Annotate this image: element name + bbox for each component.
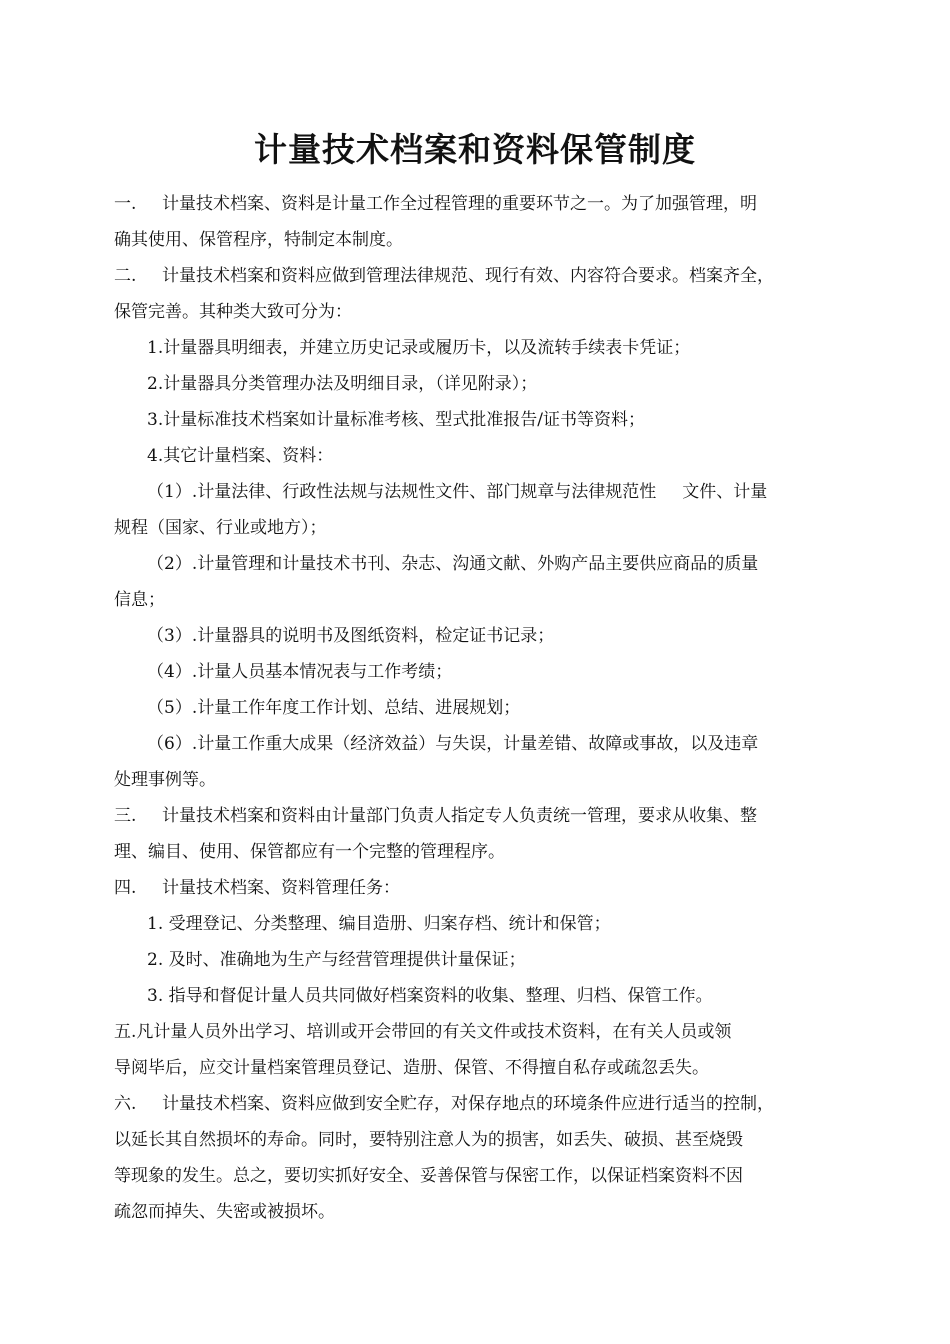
section-5-line-2: 导阅毕后，应交计量档案管理员登记、造册、保管、不得擅自私存或疏忽丢失。	[114, 1058, 709, 1078]
section-4-task-1: 1. 受理登记、分类整理、编目造册、归案存档、统计和保管；	[147, 914, 611, 934]
section-2-sub-6-line-2: 处理事例等。	[114, 770, 216, 790]
section-2-item-1: 1.计量器具明细表，并建立历史记录或履历卡，以及流转手续表卡凭证；	[147, 338, 691, 358]
section-4-line-1	[114, 870, 842, 906]
section-2-line-2	[114, 294, 842, 330]
section-6-line-2: 以延长其自然损坏的寿命。同时，要特别注意人为的损害，如丢失、破损、甚至烧毁	[114, 1130, 743, 1150]
section-2-sub-4: （4）.计量人员基本情况表与工作考绩；	[147, 662, 453, 682]
section-2-sub-1-text-b: 文件、计量	[682, 482, 768, 502]
section-3-line-1	[114, 798, 842, 834]
document-body	[114, 186, 842, 1230]
section-2-sub-1-line-1	[114, 474, 842, 510]
section-2-number: 二.	[114, 266, 137, 286]
section-2-sub-2-line-2: 信息；	[114, 590, 165, 610]
section-6-number: 六.	[114, 1094, 137, 1114]
section-2-text-1: 计量技术档案和资料应做到管理法律规范、现行有效、内容符合要求。档案齐全，	[162, 266, 774, 286]
section-2-item-2: 2.计量器具分类管理办法及明细目录，（详见附录）；	[147, 374, 538, 394]
section-6-line-1	[114, 1086, 842, 1122]
section-1-line-2	[114, 222, 842, 258]
section-4-task-3: 3. 指导和督促计量人员共同做好档案资料的收集、整理、归档、保管工作。	[147, 986, 713, 1006]
section-1-line-1	[114, 186, 842, 222]
section-2-sub-5: （5）.计量工作年度工作计划、总结、进展规划；	[147, 698, 521, 718]
section-5-line-1	[114, 1014, 842, 1050]
section-6-line-4: 疏忽而掉失、失密或被损坏。	[114, 1202, 335, 1222]
section-5-number: 五.	[114, 1022, 137, 1042]
section-2-sub-2-line-1: （2）.计量管理和计量技术书刊、杂志、沟通文献、外购产品主要供应商品的质量	[147, 554, 759, 574]
section-6-line-3: 等现象的发生。总之，要切实抓好安全、妥善保管与保密工作，以保证档案资料不因	[114, 1166, 743, 1186]
section-3-text-1: 计量技术档案和资料由计量部门负责人指定专人负责统一管理，要求从收集、整	[162, 806, 757, 826]
section-4-text-1: 计量技术档案、资料管理任务：	[162, 878, 400, 898]
section-5-text-1: 凡计量人员外出学习、培训或开会带回的有关文件或技术资料，在有关人员或领	[136, 1022, 732, 1042]
section-1-text-1: 计量技术档案、资料是计量工作全过程管理的重要环节之一。为了加强管理，明	[162, 194, 757, 214]
section-3-line-2: 理、编目、使用、保管都应有一个完整的管理程序。	[114, 842, 505, 862]
section-2-line-1	[114, 258, 842, 294]
section-3-number: 三.	[114, 806, 137, 826]
section-2-text-2: 保管完善。其种类大致可分为：	[114, 302, 352, 322]
section-4-number: 四.	[114, 878, 137, 898]
section-2-item-4: 4.其它计量档案、资料：	[147, 446, 334, 466]
section-6-text-1: 计量技术档案、资料应做到安全贮存，对保存地点的环境条件应进行适当的控制，	[162, 1094, 774, 1114]
section-2-sub-1-line-2: 规程（国家、行业或地方）；	[114, 518, 327, 538]
section-2-sub-6-line-1: （6）.计量工作重大成果（经济效益）与失误，计量差错、故障或事故，以及违章	[147, 734, 759, 754]
section-2-sub-3: （3）.计量器具的说明书及图纸资料，检定证书记录；	[147, 626, 555, 646]
section-1-text-2: 确其使用、保管程序，特制定本制度。	[114, 230, 403, 250]
document-title: 计量技术档案和资料保管制度	[254, 130, 696, 169]
section-2-item-3: 3.计量标准技术档案如计量标准考核、型式批准报告/证书等资料；	[147, 410, 645, 430]
section-4-task-2: 2. 及时、准确地为生产与经营管理提供计量保证；	[147, 950, 526, 970]
section-2-sub-1-text-a: （1）.计量法律、行政性法规与法规性文件、部门规章与法律规范性	[147, 482, 657, 502]
section-1-number: 一.	[114, 194, 137, 214]
